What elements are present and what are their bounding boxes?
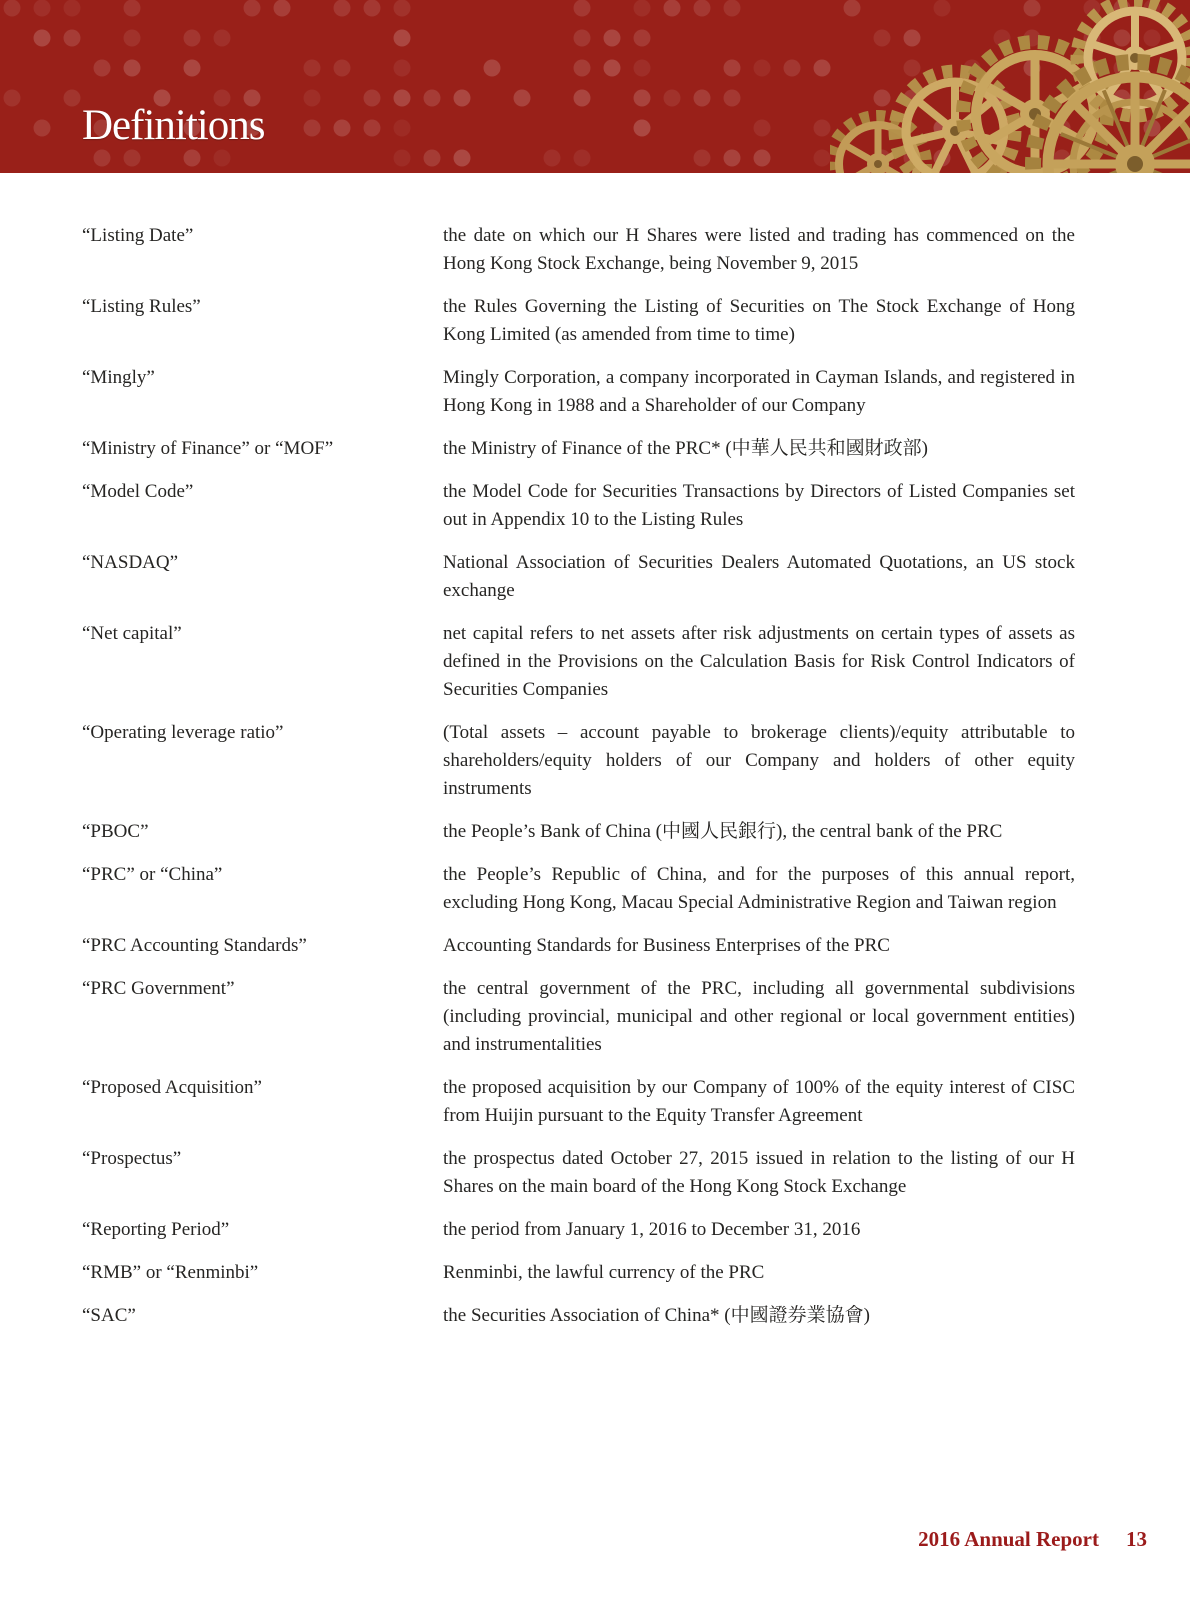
- definition-entry: [82, 861, 1075, 917]
- definition-entry: [82, 478, 1075, 534]
- definitions-list: [82, 222, 1075, 1345]
- definition-entry: [82, 1302, 1075, 1330]
- definition-entry: [82, 1145, 1075, 1201]
- definition-term: “PRC Accounting Standards”: [82, 935, 307, 956]
- definition-term: “Net capital”: [82, 623, 182, 644]
- definition-term: “Mingly”: [82, 367, 155, 388]
- definition-entry: [82, 1216, 1075, 1244]
- definition-term: “Reporting Period”: [82, 1219, 230, 1240]
- definition-term: “PRC Government”: [82, 978, 235, 999]
- definition-text: the People’s Bank of China (中國人民銀行), the central bank of the PRC: [443, 821, 1003, 842]
- definition-text: Mingly Corporation, a company incorporated in Cayman Islands, and registered in Hong Kong in 1988 and a Shareholder of our Company: [443, 367, 1075, 416]
- definition-text: the People’s Republic of China, and for the purposes of this annual report, excluding Hong Kong, Macau Special Administrative Region and Taiwan region: [443, 864, 1075, 913]
- definition-term: “Model Code”: [82, 481, 194, 502]
- definition-text: the Securities Association of China* (中國證券業協會): [443, 1305, 870, 1326]
- definition-entry: [82, 293, 1075, 349]
- definition-text: the date on which our H Shares were listed and trading has commenced on the Hong Kong Stock Exchange, being November 9, 2015: [443, 225, 1075, 274]
- definition-entry: [82, 975, 1075, 1059]
- definition-entry: [82, 435, 1075, 463]
- definition-text: (Total assets – account payable to brokerage clients)/equity attributable to shareholders/equity holders of our Company and holders of other equity instruments: [443, 722, 1075, 799]
- definition-term: “PRC” or “China”: [82, 864, 223, 885]
- gears-image: [830, 0, 1190, 173]
- header-banner: [0, 0, 1190, 173]
- definition-text: the Rules Governing the Listing of Securities on The Stock Exchange of Hong Kong Limited (as amended from time to time): [443, 296, 1075, 345]
- definition-term: “NASDAQ”: [82, 552, 179, 573]
- definition-text: the period from January 1, 2016 to December 31, 2016: [443, 1219, 861, 1240]
- definition-entry: [82, 620, 1075, 704]
- definition-text: the prospectus dated October 27, 2015 issued in relation to the listing of our H Shares on the main board of the Hong Kong Stock Exchange: [443, 1148, 1075, 1197]
- definition-entry: [82, 222, 1075, 278]
- definition-term: “Ministry of Finance” or “MOF”: [82, 438, 334, 459]
- definition-entry: [82, 719, 1075, 803]
- definition-term: “Operating leverage ratio”: [82, 722, 284, 743]
- definition-text: the Ministry of Finance of the PRC* (中華人民共和國財政部): [443, 438, 928, 459]
- definition-text: the central government of the PRC, including all governmental subdivisions (including provincial, municipal and other regional or local government entities) and instrumentalities: [443, 978, 1075, 1055]
- definition-entry: [82, 818, 1075, 846]
- definition-entry: [82, 932, 1075, 960]
- page-footer: [918, 1527, 1147, 1552]
- definition-text: net capital refers to net assets after risk adjustments on certain types of assets as defined in the Provisions on the Calculation Basis for Risk Control Indicators of Securities Companies: [443, 623, 1075, 700]
- definition-term: “Listing Rules”: [82, 296, 201, 317]
- definition-entry: [82, 1074, 1075, 1130]
- definition-entry: [82, 549, 1075, 605]
- footer-page-number: 13: [1126, 1527, 1147, 1551]
- definition-term: “Listing Date”: [82, 225, 194, 246]
- definition-text: Renminbi, the lawful currency of the PRC: [443, 1262, 765, 1283]
- definition-text: Accounting Standards for Business Enterprises of the PRC: [443, 935, 890, 956]
- definition-entry: [82, 364, 1075, 420]
- definition-term: “RMB” or “Renminbi”: [82, 1262, 259, 1283]
- definition-text: the proposed acquisition by our Company of 100% of the equity interest of CISC from Huijin pursuant to the Equity Transfer Agreement: [443, 1077, 1075, 1126]
- definition-term: “Proposed Acquisition”: [82, 1077, 262, 1098]
- definition-term: “SAC”: [82, 1305, 136, 1326]
- definition-term: “Prospectus”: [82, 1148, 182, 1169]
- footer-report-title: 2016 Annual Report: [918, 1527, 1099, 1551]
- definition-text: the Model Code for Securities Transactions by Directors of Listed Companies set out in Appendix 10 to the Listing Rules: [443, 481, 1075, 530]
- definition-term: “PBOC”: [82, 821, 149, 842]
- definition-entry: [82, 1259, 1075, 1287]
- page-title: Definitions: [82, 102, 265, 149]
- definition-text: National Association of Securities Dealers Automated Quotations, an US stock exchange: [443, 552, 1075, 601]
